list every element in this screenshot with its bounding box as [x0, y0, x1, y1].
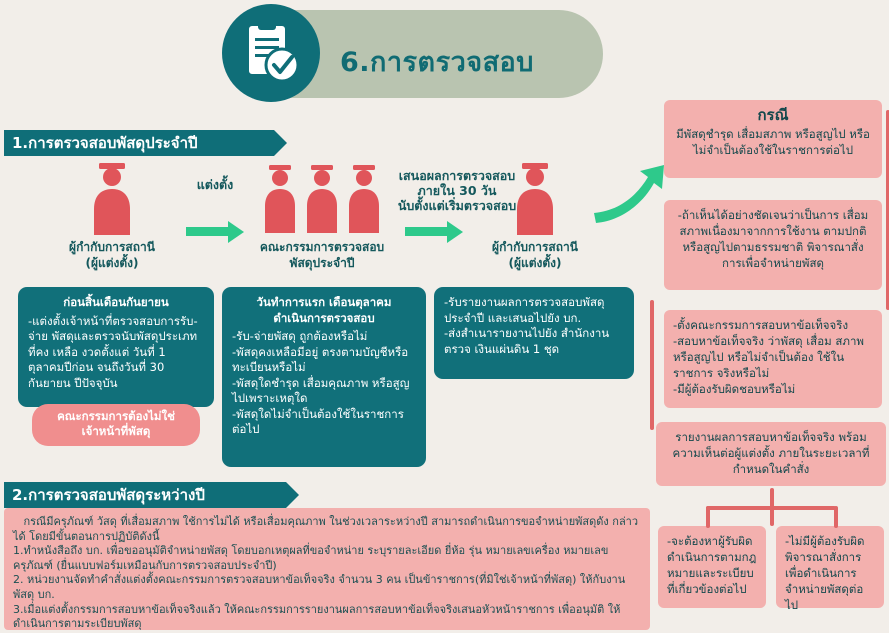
- section-2-para-2: 2. หน่วยงานจัดทำคำสั่งแต่งตั้งคณะกรรมการตรวจสอบหาข้อเท็จจริง จำนวน 3 คน เป็นข้าราชการ(ที่มิใช่เจ้าหน้าที่พัสดุ) ให้กับงานพัสดุ บก.: [13, 573, 626, 601]
- section-2-para-0: กรณีมีครุภัณฑ์ วัสดุ ที่เสื่อมสภาพ ใช้การไม่ได้ หรือเสื่อมคุณภาพ ในช่วงเวลาระหว่างปี สามารถดำเนินการขอจำหน่ายพัสดุดัง กล่าวได้ โดยมีขั้นตอนการปฏิบัติดังนี้: [13, 515, 639, 543]
- case-box-4-body: รายงานผลการสอบหาข้อเท็จจริง พร้อมความเห็นต่อผู้แต่งตั้ง ภายในระยะเวลาที่กำหนดในคำสั่ง: [672, 430, 870, 476]
- case-box-6: [776, 526, 884, 612]
- box-3-body: -รับรายงานผลการตรวจสอบพัสดุประจำปี และเสนอไปยัง บก. -ส่งสำเนารายงานไปยัง สำนักงานตรวจ เงินแผ่นดิน 1 ชุด: [444, 295, 610, 356]
- person-icon: [89, 163, 135, 235]
- arrow-2-head: [447, 221, 463, 243]
- section-2-body: [4, 508, 650, 630]
- section-2-para-1: 1.ทำหนังสือถึง บก. เพื่อขออนุมัติจำหน่ายพัสดุ โดยบอกเหตุผลที่ขอจำหน่าย ระบุรายละเอียด ยี่ห้อ รุ่น หมายเลขเครื่อง หมายเลข ครุภัณฑ์ (ยื่นแบบฟอร์มเหมือนกับการตรวจสอบประจำปี): [13, 544, 609, 572]
- section-2-label: 2.การตรวจสอบพัสดุระหว่างปี: [4, 482, 286, 508]
- case-box-6-body: -ไม่มีผู้ต้องรับผิด พิจารณาสั่งการ เพื่อดำเนินการ จำหน่ายพัสดุต่อไป: [785, 534, 865, 612]
- box-2-body: -รับ-จ่ายพัสดุ ถูกต้องหรือไม่ -พัสดุคงเหลือมีอยู่ ตรงตามบัญชีหรือ ทะเบียนหรือไม่ -พัสดุใดชำรุด เสื่อมคุณภาพ หรือสูญ ไปเพราะเหตุใด -พัสดุใดไม่จำเป็นต้องใช้ในราชการ ต่อไป: [232, 329, 410, 436]
- case-box-5: [658, 526, 766, 608]
- annual-check-box-1: [18, 287, 214, 407]
- person-group-1: [52, 163, 172, 271]
- case-title-body: มีพัสดุชำรุด เสื่อมสภาพ หรือสูญไป หรือไม่จำเป็นต้องใช้ในราชการต่อไป: [676, 127, 870, 157]
- section-1-label: 1.การตรวจสอบพัสดุประจำปี: [4, 130, 274, 156]
- case-box-3: [664, 310, 882, 408]
- person-group-2: [247, 163, 397, 271]
- arrow-to-case-icon: [592, 163, 672, 233]
- box-2-title: วันทำการแรก เดือนตุลาคม ดำเนินการตรวจสอบ: [256, 295, 392, 325]
- case-box-2-body: -ถ้าเห็นได้อย่างชัดเจนว่าเป็นการ เสื่อมสภาพเนื่องมาจากการใช้งาน ตามปกติ หรือสูญไปตามธรรมชาติ พิจารณาสั่งการเพื่อจำหน่ายพัสดุ: [677, 208, 869, 270]
- case-title: กรณี: [757, 106, 789, 124]
- case-box-title: [664, 100, 882, 178]
- case-box-5-body: -จะต้องหาผู้รับผิด ดำเนินการตามกฎ หมายและระเบียบ ที่เกี่ยวข้องต่อไป: [667, 534, 757, 596]
- arrow-1-caption: แต่งตั้ง: [196, 177, 234, 192]
- box-1-title: ก่อนสิ้นเดือนกันยายน: [63, 295, 169, 309]
- document-check-icon: [222, 4, 320, 102]
- connector-split-right: [834, 506, 838, 528]
- committee-note-pill: คณะกรรมการต้องไม่ใช่ เจ้าหน้าที่พัสดุ: [32, 404, 200, 446]
- person-label-2: คณะกรรมการตรวจสอบ พัสดุประจำปี: [259, 240, 385, 270]
- person-label-3: ผู้กำกับการสถานี (ผู้แต่งตั้ง): [492, 240, 578, 270]
- three-people-icon: [263, 163, 381, 235]
- connector-split-left: [706, 506, 710, 528]
- person-label-1: ผู้กำกับการสถานี (ผู้แต่งตั้ง): [69, 240, 155, 270]
- case-box-4: [656, 422, 886, 486]
- box-1-body: -แต่งตั้งเจ้าหน้าที่ตรวจสอบการรับ-จ่าย พัสดุและตรวจนับพัสดุประเภทที่คง เหลือ งวดตั้งแต่ วันที่ 1 ตุลาคมปีก่อน จนถึงวันที่ 30 กันยายน ปีปัจจุบัน: [28, 313, 198, 390]
- connector-left-vertical: [650, 300, 654, 430]
- case-box-2: [664, 200, 882, 290]
- page-title: 6.การตรวจสอบ: [340, 47, 534, 78]
- arrow-1-bar: [186, 227, 228, 236]
- arrow-1-head: [228, 221, 244, 243]
- arrow-2-caption: เสนอผลการตรวจสอบ ภายใน 30 วัน นับตั้งแต่เริ่มตรวจสอบ: [397, 168, 517, 213]
- annual-check-box-2: [222, 287, 426, 467]
- connector-split-horizontal: [706, 506, 836, 510]
- case-box-3-body: -ตั้งคณะกรรมการสอบหาข้อเท็จจริง -สอบหาข้อเท็จจริง ว่าพัสดุ เสื่อม สภาพหรือสูญไป หรือไม่จำเป็นต้อง ใช้ในราชการ จริงหรือไม่ -มีผู้ต้องรับผิดชอบหรือไม่: [673, 318, 864, 396]
- arrow-2-bar: [405, 227, 447, 236]
- section-2-para-3: 3.เมื่อแต่งตั้งกรรมการสอบหาข้อเท็จจริงแล้ว ให้คณะกรรมการรายงานผลการสอบหาข้อเท็จจริงเสนอหัวหน้าราชการ เพื่ออนุมัติ ให้ดำเนินการตามระเบียบพัสดุ: [13, 602, 621, 631]
- annual-check-box-3: [434, 287, 634, 379]
